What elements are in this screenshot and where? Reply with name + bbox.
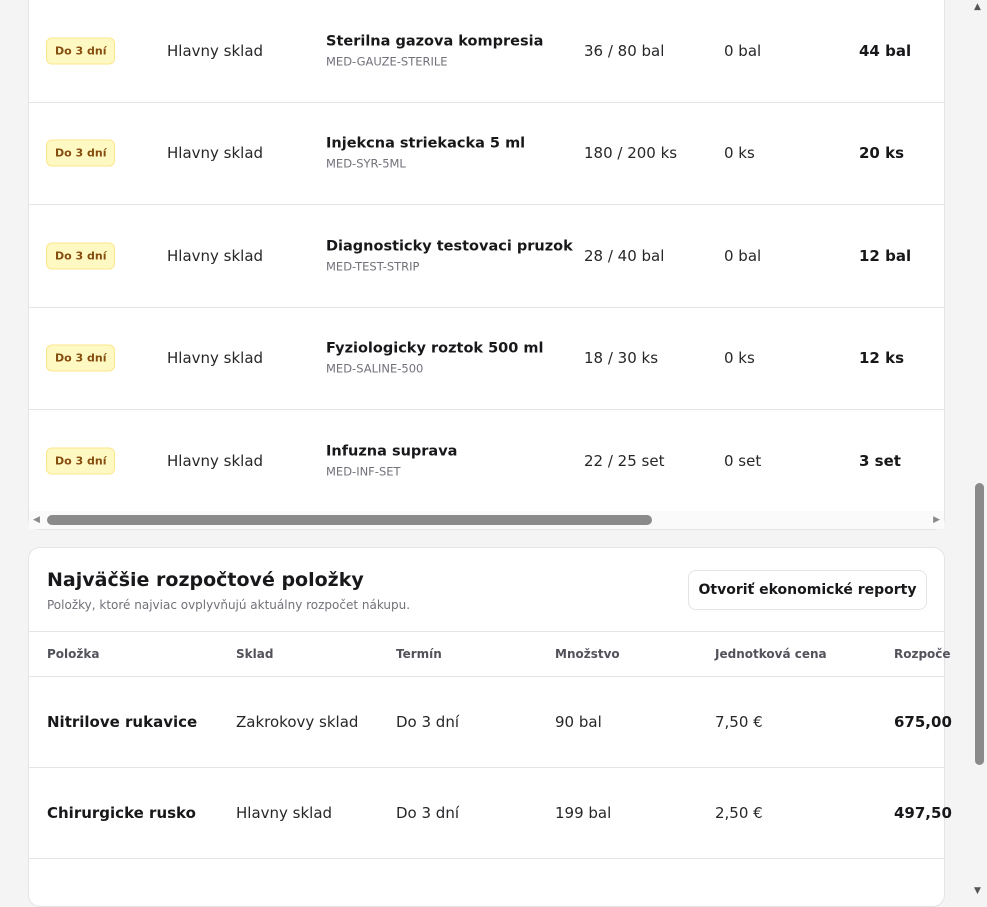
triangle-right-icon[interactable]: ▶ [933, 515, 940, 525]
incoming-cell: 0 ks [724, 144, 755, 163]
urgency-badge: Do 3 dní [46, 140, 115, 167]
unit-price-cell: 2,50 € [715, 804, 763, 822]
column-header-quantity: Množstvo [555, 647, 620, 661]
deadline-cell: Do 3 dní [396, 713, 460, 731]
open-reports-button[interactable]: Otvoriť ekonomické reporty [688, 570, 927, 610]
incoming-cell: 0 bal [724, 41, 762, 60]
item-name: Injekcna striekacka 5 ml [326, 135, 526, 152]
urgency-badge: Do 3 dní [46, 448, 115, 475]
table-header [29, 631, 951, 677]
order-qty-cell: 20 ks [859, 144, 904, 163]
stock-cell: 180 / 200 ks [584, 144, 678, 163]
stock-cell: 28 / 40 bal [584, 246, 665, 265]
item-cell: Chirurgicke rusko [47, 804, 196, 822]
table-row [29, 205, 944, 308]
table-row [29, 103, 944, 206]
item-cell [326, 444, 457, 479]
stock-cell: 36 / 80 bal [584, 41, 665, 60]
item-name: Diagnosticky testovaci pruzok [326, 238, 573, 255]
column-header-deadline: Termín [396, 647, 442, 661]
item-name: Sterilna gazova kompresia [326, 33, 544, 50]
item-name: Infuzna suprava [326, 443, 458, 460]
stock-cell: 22 / 25 set [584, 452, 665, 471]
quantity-cell: 90 bal [555, 713, 602, 731]
triangle-up-icon[interactable]: ▲ [974, 2, 981, 12]
section-title: Najväčšie rozpočtové položky [47, 569, 364, 591]
triangle-down-icon[interactable]: ▼ [974, 886, 981, 896]
item-cell [326, 341, 544, 376]
vertical-scrollbar[interactable] [971, 0, 987, 898]
horizontal-scrollbar[interactable] [29, 511, 944, 529]
item-cell: Nitrilove rukavice [47, 713, 198, 731]
table-row [29, 308, 944, 411]
warehouse-cell: Hlavny sklad [167, 41, 264, 60]
column-header-item: Položka [47, 647, 100, 661]
column-header-warehouse: Sklad [236, 647, 274, 661]
stock-cell: 18 / 30 ks [584, 349, 659, 368]
unit-price-cell: 7,50 € [715, 713, 763, 731]
item-name: Fyziologicky roztok 500 ml [326, 340, 544, 357]
budget-items-card [28, 547, 952, 907]
urgency-badge: Do 3 dní [46, 345, 115, 372]
warehouse-cell: Hlavny sklad [167, 246, 264, 265]
horizontal-scroll-thumb[interactable] [47, 515, 652, 525]
urgency-badge: Do 3 dní [46, 37, 115, 64]
incoming-cell: 0 bal [724, 246, 762, 265]
order-qty-cell: 3 set [859, 452, 901, 471]
table-row [29, 0, 944, 103]
column-header-unit-price: Jednotková cena [715, 647, 827, 661]
item-cell [326, 136, 525, 171]
urgency-badge: Do 3 dní [46, 242, 115, 269]
item-cell [326, 33, 543, 68]
warehouse-cell: Zakrokovy sklad [236, 713, 359, 731]
section-subtitle: Položky, ktoré najviac ovplyvňujú aktuálny rozpočet nákupu. [47, 598, 411, 612]
table-row [29, 768, 952, 859]
incoming-cell: 0 set [724, 452, 762, 471]
budget-cell: 675,00 [894, 713, 952, 731]
restock-table-body [29, 0, 944, 513]
item-cell [326, 238, 573, 273]
incoming-cell: 0 ks [724, 349, 755, 368]
column-header-budget: Rozpoče [894, 647, 951, 661]
budget-cell: 497,50 [894, 804, 952, 822]
item-code: MED-SALINE-500 [326, 361, 424, 376]
warehouse-cell: Hlavny sklad [167, 144, 264, 163]
item-code: MED-INF-SET [326, 464, 401, 479]
deadline-cell: Do 3 dní [396, 804, 460, 822]
vertical-scroll-thumb[interactable] [975, 483, 984, 765]
order-qty-cell: 44 bal [859, 41, 912, 60]
warehouse-cell: Hlavny sklad [167, 349, 264, 368]
item-code: MED-GAUZE-STERILE [326, 54, 448, 69]
order-qty-cell: 12 ks [859, 349, 904, 368]
table-row [29, 677, 952, 768]
warehouse-cell: Hlavny sklad [236, 804, 333, 822]
warehouse-cell: Hlavny sklad [167, 452, 264, 471]
quantity-cell: 199 bal [555, 804, 612, 822]
table-row [29, 410, 944, 513]
item-code: MED-TEST-STRIP [326, 259, 420, 274]
triangle-left-icon[interactable]: ◀ [33, 515, 40, 525]
item-code: MED-SYR-5ML [326, 156, 406, 171]
order-qty-cell: 12 bal [859, 246, 912, 265]
restock-table-card [28, 0, 945, 530]
